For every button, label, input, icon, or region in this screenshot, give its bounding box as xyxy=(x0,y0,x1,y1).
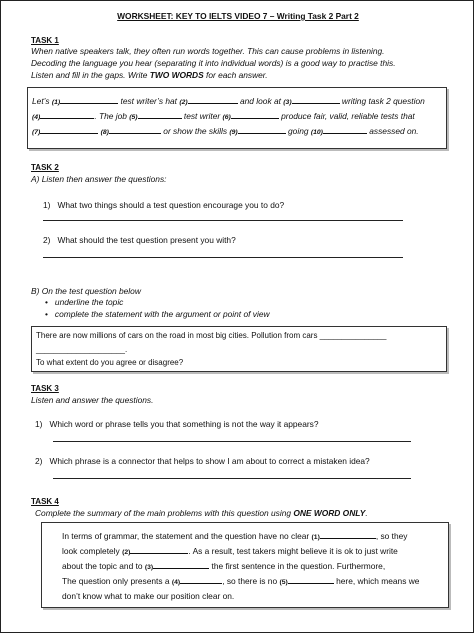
summary-gap-3[interactable] xyxy=(153,560,209,569)
task2-answer-line-1[interactable] xyxy=(43,220,403,221)
summary-line-3: about the topic and to (3) the first sentence in the question. Furthermore, xyxy=(62,561,386,571)
worksheet-title: WORKSHEET: KEY TO IELTS VIDEO 7 – Writing Task 2 Part 2 xyxy=(117,11,359,21)
task1-gap-fill-box xyxy=(27,87,447,149)
essay-question-line-1: There are now millions of cars on the road in most big cities. Pollution from cars _______________ xyxy=(36,331,387,340)
task1-instruction-line3: Listen and fill in the gaps. Write TWO WORDS for each answer. xyxy=(31,70,268,80)
gap-4-blank[interactable] xyxy=(40,110,94,119)
summary-line-5: don’t know what to make our position clear on. xyxy=(62,591,235,601)
task3-heading: TASK 3 xyxy=(31,384,59,393)
task1-instruction-line2: Decoding the language you hear (separating it into individual words) is a good way to practise this. xyxy=(31,58,396,68)
task2-part-a-instruction: A) Listen then answer the questions: xyxy=(31,174,167,184)
task3-question-1: 1) Which word or phrase tells you that something is not the way it appears? xyxy=(35,419,319,429)
task3-question-2: 2) Which phrase is a connector that helps to show I am about to correct a mistaken idea? xyxy=(35,456,370,466)
gap-5-blank[interactable] xyxy=(138,110,182,119)
gap-7-blank[interactable] xyxy=(40,125,98,134)
task2-question-2: 2) What should the test question present you with? xyxy=(43,235,236,245)
task2-heading: TASK 2 xyxy=(31,163,59,172)
task1-instruction-line1: When native speakers talk, they often run words together. This can cause problems in listening. xyxy=(31,46,385,56)
task2-part-b-instruction: B) On the test question below xyxy=(31,286,141,296)
task4-heading: TASK 4 xyxy=(31,497,59,506)
task3-answer-line-1[interactable] xyxy=(53,441,411,442)
essay-question-line-2: ____________________. xyxy=(36,345,128,354)
task2-essay-question-box xyxy=(31,326,447,372)
task2-question-1: 1) What two things should a test question encourage you to do? xyxy=(43,200,285,210)
summary-gap-4[interactable] xyxy=(180,575,222,584)
essay-question-line-3: To what extent do you agree or disagree? xyxy=(36,358,184,367)
task4-summary-box xyxy=(41,522,449,608)
gap-1-blank[interactable] xyxy=(60,95,118,104)
task2-bullet-2: • complete the statement with the argument or point of view xyxy=(45,309,270,319)
summary-gap-2[interactable] xyxy=(130,545,188,554)
summary-line-4: The question only presents a (4) , so there is no (5) here, which means we xyxy=(62,576,420,586)
gap-8-blank[interactable] xyxy=(109,125,161,134)
summary-gap-1[interactable] xyxy=(320,530,376,539)
gap-9-blank[interactable] xyxy=(238,125,286,134)
task2-bullet-1: • underline the topic xyxy=(45,297,124,307)
task4-instruction: Complete the summary of the main problems with this question using ONE WORD ONLY. xyxy=(35,508,368,518)
summary-line-2: look completely (2) . As a result, test takers might believe it is ok to just write xyxy=(62,546,398,556)
summary-gap-5[interactable] xyxy=(288,575,334,584)
summary-line-1: In terms of grammar, the statement and the question have no clear (1) , so they xyxy=(62,531,408,541)
gap-2-blank[interactable] xyxy=(188,95,238,104)
task3-answer-line-2[interactable] xyxy=(53,478,411,479)
task1-heading: TASK 1 xyxy=(31,36,59,45)
gap-10-blank[interactable] xyxy=(323,125,367,134)
gap-6-blank[interactable] xyxy=(231,110,279,119)
gap-line-1: Let’s (1) test writer’s hat (2) and look at (3) writing task 2 question xyxy=(32,96,425,106)
gap-line-3: (7) (8) or show the skills (9) going (10) assessed on. xyxy=(32,126,419,136)
task2-answer-line-2[interactable] xyxy=(43,257,403,258)
task3-instruction: Listen and answer the questions. xyxy=(31,395,154,405)
gap-line-2: (4) . The job (5) test writer (6) produce fair, valid, reliable tests that xyxy=(32,111,415,121)
gap-3-blank[interactable] xyxy=(292,95,340,104)
